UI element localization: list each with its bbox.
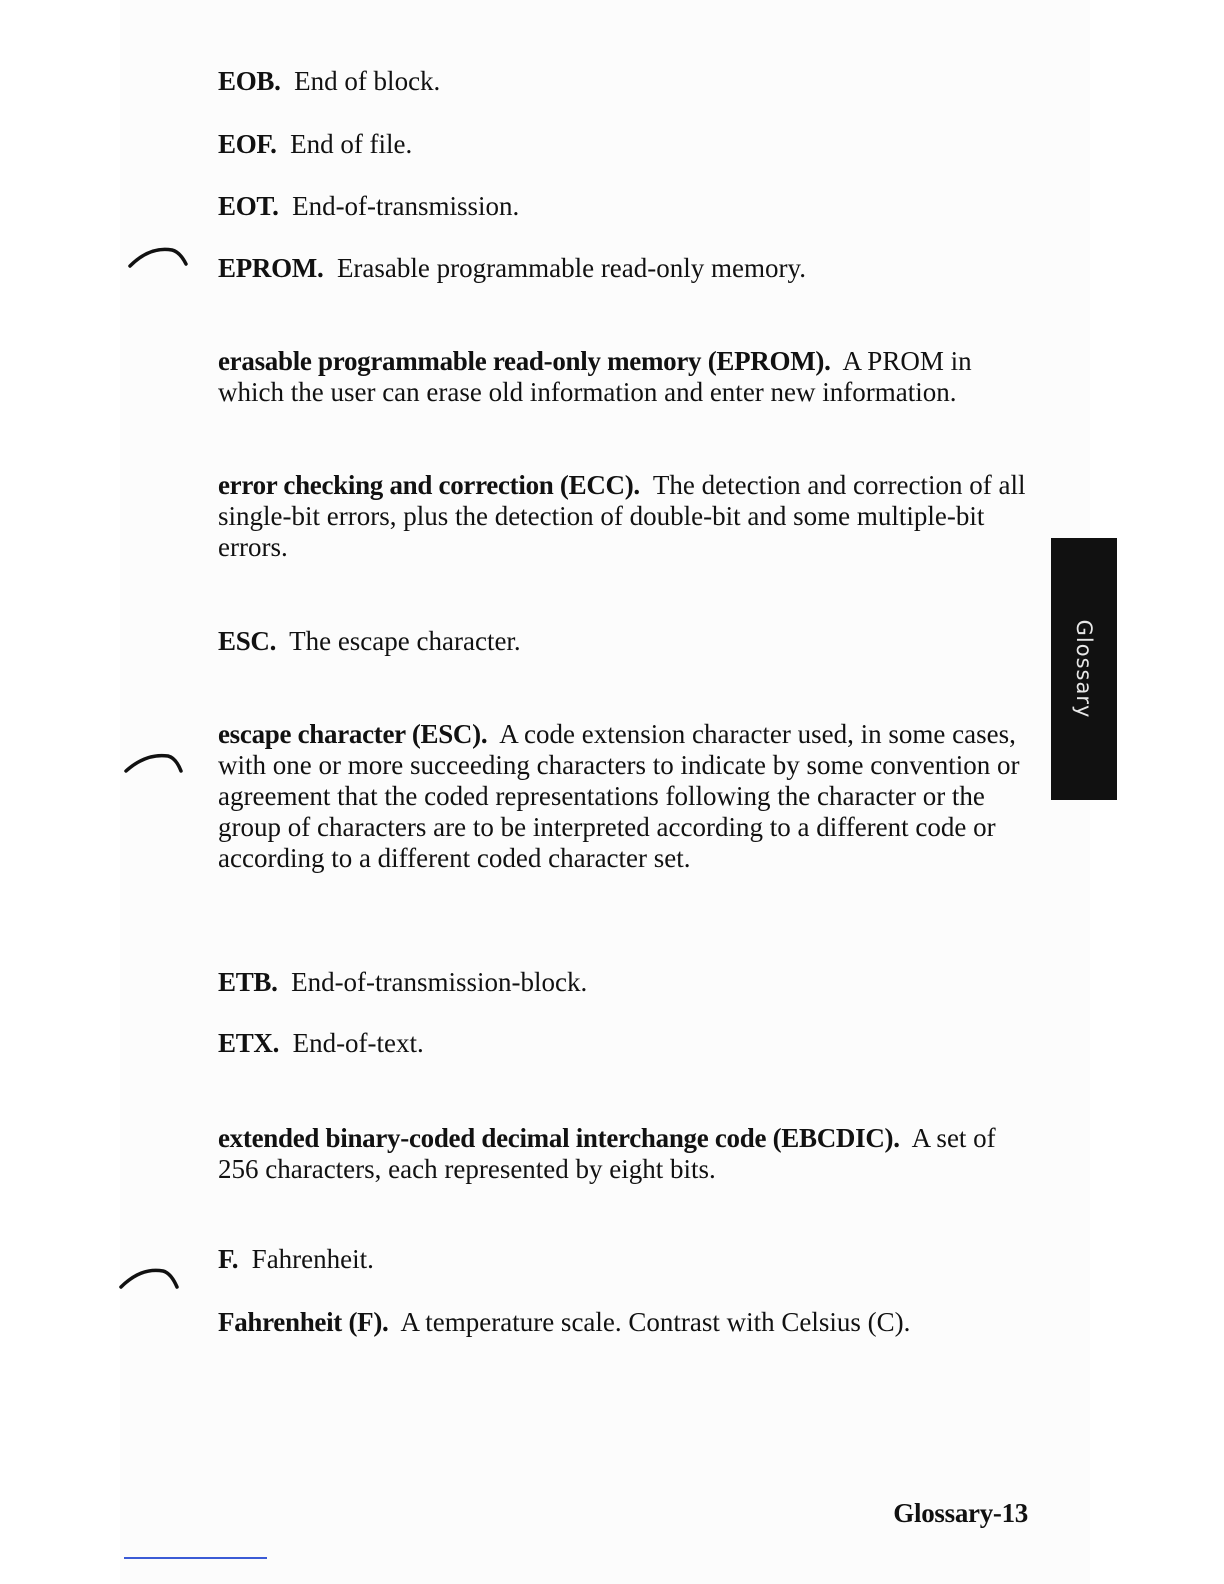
glossary-definition: Fahrenheit. — [251, 1244, 374, 1274]
glossary-definition: A set of 256 characters, each represented by eight bits. — [218, 1123, 996, 1184]
glossary-definition: End of file. — [290, 129, 413, 159]
glossary-definition: End of block. — [294, 66, 441, 96]
glossary-definition: The escape character. — [289, 626, 521, 656]
glossary-definition: End-of-transmission. — [292, 191, 520, 221]
glossary-definition: End-of-text. — [292, 1028, 424, 1058]
glossary-entry-erasable-prom — [218, 346, 1033, 408]
glossary-entry-escape-character — [218, 719, 1033, 874]
glossary-term: extended binary-coded decimal interchange code (EBCDIC). — [218, 1123, 900, 1153]
glossary-entry-eob — [218, 66, 1033, 97]
glossary-entry-etb — [218, 967, 1033, 998]
glossary-definition: The detection and correction of all single-bit errors, plus the detection of double-bit and some multiple-bit errors. — [218, 470, 1026, 562]
glossary-entry-esc — [218, 626, 1033, 657]
glossary-definition: End-of-transmission-block. — [291, 967, 588, 997]
glossary-term: ETB. — [218, 967, 278, 997]
glossary-entry-ebcdic — [218, 1123, 1033, 1185]
glossary-definition: A code extension character used, in some cases, with one or more succeeding characters to indicate by some convention or agreement that the coded representations following the character or the group of characters are to be interpreted according to a different code or according to a different coded character set. — [218, 719, 1020, 873]
glossary-entry-ecc — [218, 470, 1033, 563]
glossary-term: EOB. — [218, 66, 281, 96]
glossary-term: EOF. — [218, 129, 277, 159]
glossary-term: error checking and correction (ECC). — [218, 470, 640, 500]
glossary-term: ETX. — [218, 1028, 280, 1058]
glossary-entry-fahrenheit — [218, 1307, 1033, 1338]
glossary-term: erasable programmable read-only memory (EPROM). — [218, 346, 831, 376]
glossary-term: escape character (ESC). — [218, 719, 488, 749]
glossary-definition: A PROM in which the user can erase old information and enter new information. — [218, 346, 972, 407]
glossary-entry-f — [218, 1244, 1033, 1275]
glossary-term: EPROM. — [218, 253, 324, 283]
glossary-definition: A temperature scale. Contrast with Celsius (C). — [400, 1307, 911, 1337]
glossary-term: Fahrenheit (F). — [218, 1307, 389, 1337]
glossary-entry-etx — [218, 1028, 1033, 1059]
glossary-entry-eprom — [218, 253, 1033, 284]
section-tab — [1051, 538, 1117, 800]
binder-hole-mark — [119, 1265, 181, 1291]
glossary-definition: Erasable programmable read-only memory. — [336, 253, 806, 283]
section-tab-label: Glossary — [1072, 619, 1096, 719]
glossary-term: F. — [218, 1244, 239, 1274]
scan-edge-line — [124, 1557, 267, 1559]
binder-hole-mark — [124, 751, 184, 775]
glossary-term: EOT. — [218, 191, 279, 221]
glossary-entry-eof — [218, 129, 1033, 160]
page-number: Glossary-13 — [893, 1498, 1028, 1528]
binder-hole-mark — [128, 244, 190, 268]
glossary-term: ESC. — [218, 626, 277, 656]
glossary-entry-eot — [218, 191, 1033, 222]
